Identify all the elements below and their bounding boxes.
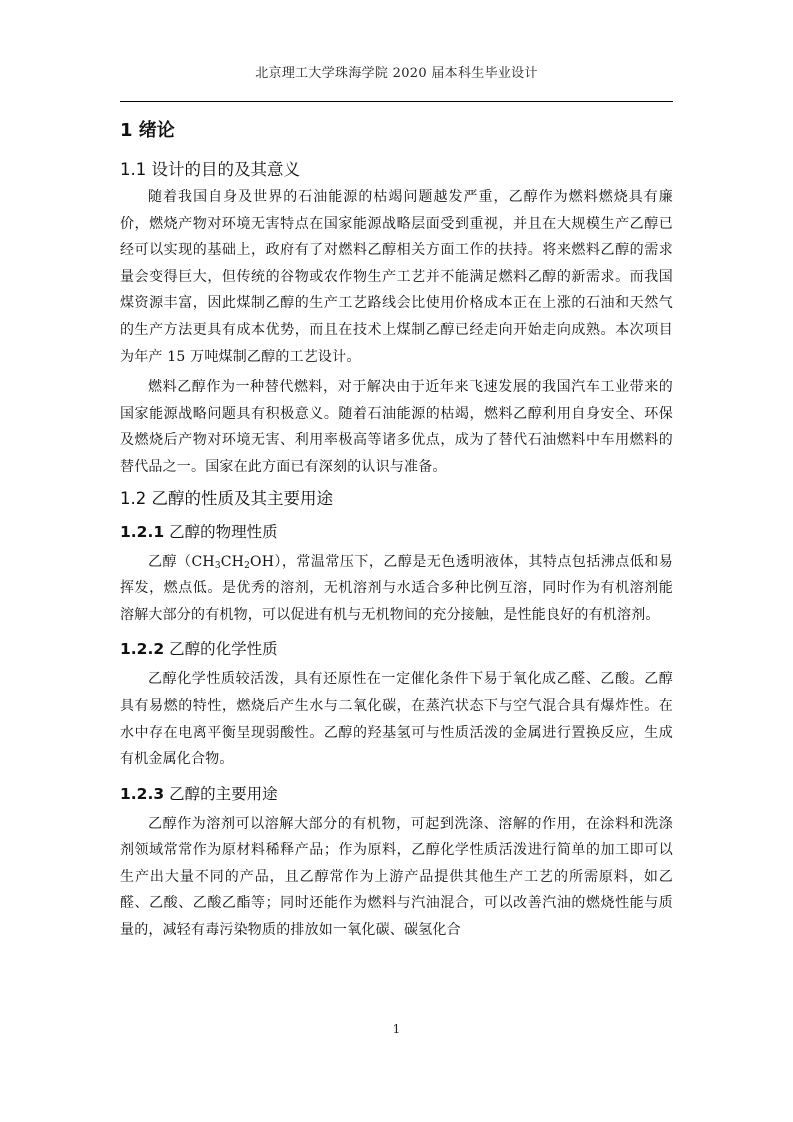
chapter-title: 1 绪论: [120, 120, 175, 141]
header-rule: [120, 101, 673, 102]
section-title-1-2: 1.2 乙醇的性质及其主要用途: [120, 488, 333, 508]
section-1-1-paragraph-1: 随着我国自身及世界的石油能源的枯竭问题越发严重，乙醇作为燃料燃烧具有廉价，燃烧产物对环境无害特点在国家能源战略层面受到重视，并且在大规模生产乙醇已经可以实现的基础上，政府有了对燃料乙醇相关方面工作的扶持。将来燃料乙醇的需求量会变得巨大，但传统的谷物或农作物生产工艺并不能满足燃料乙醇的新需求。而我国煤资源丰富，因此煤制乙醇的生产工艺路线会比使用价格成本正在上涨的石油和天然气的生产方法更具有成本优势，而且在技术上煤制乙醇已经走向开始走向成熟。本次项目为年产 15 万吨煤制乙醇的工艺设计。: [120, 189, 673, 365]
section-number-1-2-1: 1.2.1: [120, 522, 165, 541]
section-1-2-3-paragraph: 乙醇作为溶剂可以溶解大部分的有机物，可起到洗涤、溶解的作用，在涂料和洗涤剂领域常常作为原材料稀释产品；作为原料，乙醇化学性质活泼进行简单的加工即可以生产出大量不同的产品，且乙醇常作为上游产品提供其他生产工艺的所需原料，如乙醛、乙酸、乙酸乙酯等；同时还能作为燃料与汽油混合，可以改善汽油的燃烧性能与质量的，减轻有毒污染物质的排放如一氧化碳、碳氢化合: [120, 815, 673, 939]
section-1-2-1-paragraph: 乙醇$(CH_3CH_2OH)$，常温常压下，乙醇是无色透明液体，其特点包括沸点低和易挥发，燃点低。是优秀的溶剂，无机溶剂与水适合多种比例互溶，同时作为有机溶剂能溶解大部分的有机物，可以促进有机与无机物间的充分接触，是性能良好的有机溶剂。: [120, 553, 673, 623]
section-label-1-2-1: 乙醇的物理性质: [164, 522, 278, 541]
section-title-1-2-2: [120, 632, 673, 666]
section-number-1-2-2: 1.2.2: [120, 640, 165, 659]
page-header: 北京理工大学珠海学院 2020 届本科生毕业设计: [255, 66, 538, 81]
page-number: 1: [392, 1022, 401, 1036]
section-label-1-2-2: 乙醇的化学性质: [164, 640, 278, 659]
section-1-2-2-paragraph: 乙醇化学性质较活泼，具有还原性在一定催化条件下易于氧化成乙醛、乙酸。乙醇具有易燃的特性，燃烧后产生水与二氧化碳，在蒸汽状态下与空气混合具有爆炸性。在水中存在电离平衡呈现弱酸性。乙醇的羟基氢可与性质活泼的金属进行置换反应，生成有机金属化合物。: [120, 671, 673, 768]
page-content: [120, 112, 673, 948]
section-label-1-2-3: 乙醇的主要用途: [164, 784, 278, 803]
section-title-1-1: 1.1 设计的目的及其意义: [120, 160, 300, 179]
section-number-1-2-3: 1.2.3: [120, 784, 165, 803]
section-title-1-2-1: [120, 515, 673, 549]
section-1-1-paragraph-2: 燃料乙醇作为一种替代燃料，对于解决由于近年来飞速发展的我国汽车工业带来的国家能源战略问题具有积极意义。随着石油能源的枯竭，燃料乙醇利用自身安全、环保及燃烧后产物对环境无害、利用率极高等诸多优点，成为了替代石油燃料中车用燃料的替代品之一。国家在此方面已有深刻的认识与准备。: [120, 379, 673, 475]
section-title-1-2-3: [120, 777, 673, 811]
